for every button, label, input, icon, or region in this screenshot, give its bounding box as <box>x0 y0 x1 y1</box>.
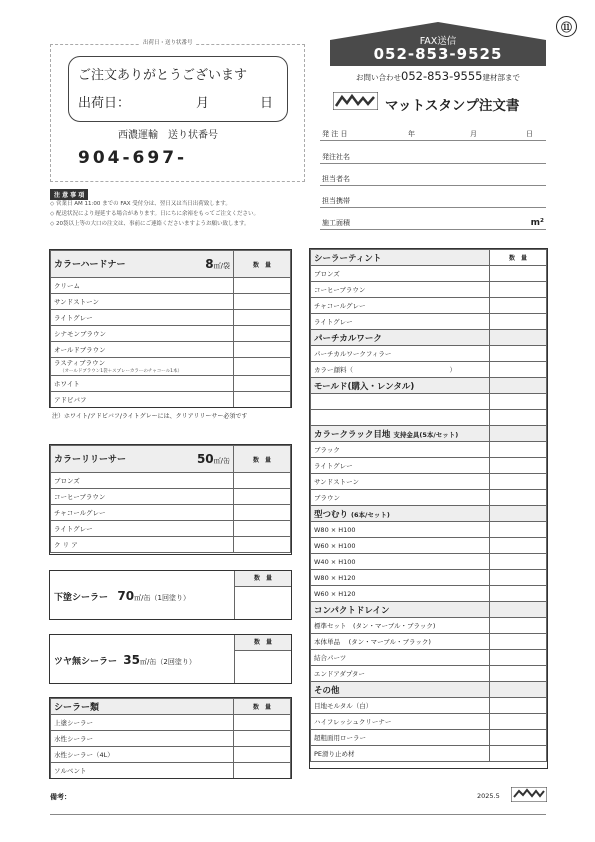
item-label: ソルベント <box>54 767 87 775</box>
company-label: 発注社名 <box>322 153 350 161</box>
item-label: クリーム <box>54 282 80 290</box>
category-name: カラークラック目地 <box>314 429 391 440</box>
releaser-frame <box>49 444 292 555</box>
slip-number: 904-697- <box>78 148 188 168</box>
matte-label <box>54 653 196 667</box>
area-label: 施工面積 <box>322 219 350 227</box>
item-label: 水性シーラー <box>54 735 93 743</box>
matte-unit: ㎡/缶 <box>140 658 157 666</box>
notes-heading: 注 意 事 項 <box>50 189 88 200</box>
category-sub: 支持金具(5本/セット) <box>393 430 459 439</box>
matte-coats: （2回塗り） <box>156 658 196 666</box>
matte-sealer-box <box>49 634 292 684</box>
item-label: チャコールグレー <box>54 509 106 517</box>
note-item: ◇ 20袋以上等の大口の注文は、事前にご連絡くださいますようお願い致します。 <box>50 221 250 227</box>
footer-logo <box>511 787 547 802</box>
person-label: 担当者名 <box>322 175 350 183</box>
inquiry-prefix: お問い合わせ <box>356 73 402 82</box>
remarks-line[interactable] <box>50 814 546 815</box>
order-day-label: 日 <box>526 130 533 138</box>
primer-price: 70 <box>117 589 135 603</box>
qty-header: 数 量 <box>234 251 291 278</box>
item-label: W60 × H120 <box>314 589 356 598</box>
item-label: PE滑り止め材 <box>314 750 355 758</box>
qty-header: 数 量 <box>490 250 547 266</box>
order-date-field[interactable] <box>320 128 546 141</box>
matte-price: 35 <box>123 653 140 667</box>
category-name: パーチカルワーク <box>314 333 382 344</box>
item-label: 上塗シーラー <box>54 719 93 727</box>
category-name: モールド(購入・レンタル) <box>314 381 415 392</box>
releaser-unit: ㎡/缶 <box>213 457 230 465</box>
fax-number: 052-853-9525 <box>373 45 503 63</box>
version-label: 2025.5 <box>477 792 500 800</box>
primer-unit: ㎡/缶 <box>134 594 151 602</box>
item-label: カラー顔料（ <box>314 366 353 374</box>
item-label: オールドブラウン <box>54 346 106 354</box>
item-label: W80 × H100 <box>314 525 356 534</box>
item-label: サンドストーン <box>314 478 359 486</box>
item-label: ライトグレー <box>54 314 93 322</box>
sealers-name: シーラー類 <box>51 699 234 715</box>
note-item: ◇ 営業日 AM 11:00 までの FAX 受付分は、翌日又は当日出荷致します。 <box>50 201 231 207</box>
mobile-field[interactable] <box>320 195 546 208</box>
item-label: パーチカルワークフィラー <box>314 350 392 358</box>
category-name: コンパクトドレイン <box>314 605 390 616</box>
releaser-name: カラーリリーサー <box>54 455 127 465</box>
primer-coats: （1回塗り） <box>150 594 190 602</box>
ship-day-label: 日 <box>260 96 274 111</box>
primer-sealer-box <box>49 570 292 620</box>
inquiry-suffix: 建材部まで <box>482 73 520 82</box>
matte-name: ツヤ無シーラー <box>54 657 118 667</box>
right-frame <box>309 248 548 769</box>
item-label: ラスティブラウン <box>54 359 106 367</box>
item-label: 目地モルタル（白） <box>314 702 373 710</box>
ship-date-label: 出荷日： <box>78 96 131 111</box>
item-label: ホワイト <box>54 380 80 388</box>
form-title: マットスタンプ注文書 <box>385 98 520 114</box>
item-label: チャコールグレー <box>314 302 366 310</box>
qty-header: 数 量 <box>234 635 291 651</box>
item-label: 本体単品 (タン・マーブル・ブラック) <box>314 638 431 646</box>
category-name: 型つむり <box>314 509 349 520</box>
remarks-label: 備考： <box>50 793 71 801</box>
item-label: 水性シーラー（4L） <box>54 751 114 759</box>
hardener-unit: ㎡/袋 <box>213 262 230 270</box>
page-number-badge: ⑪ <box>556 16 577 37</box>
ship-date-row <box>78 92 278 111</box>
item-label: W40 × H100 <box>314 557 356 566</box>
item-label: W80 × H120 <box>314 573 356 582</box>
category-name: シーラーティント <box>314 253 382 264</box>
item-label: ライトグレー <box>314 462 353 470</box>
item-label: シナモンブラウン <box>54 330 106 338</box>
ship-month-label: 月 <box>196 96 210 111</box>
hardener-price: 8 <box>205 257 214 271</box>
item-label: ブラウン <box>314 494 340 502</box>
order-month-label: 月 <box>470 130 477 138</box>
item-label: ライトグレー <box>314 318 353 326</box>
category-sub: (6本/セット) <box>351 510 390 519</box>
item-label: 超粗面用ローラー <box>314 734 366 742</box>
hardener-note: 注）ホワイト/アドビバフ/ライトグレーには、クリアリリーサー必須です <box>52 413 248 420</box>
releaser-price: 50 <box>196 452 214 466</box>
notes-list <box>50 199 259 229</box>
item-label: 標準セット (タン・マーブル・ブラック) <box>314 622 436 630</box>
item-label: ブロンズ <box>314 270 340 278</box>
company-logo <box>333 92 378 110</box>
primer-label <box>54 589 190 603</box>
category-name: その他 <box>314 685 340 696</box>
rusty-note: （オールドブラウン1袋＋スプレーカラーのチャコール1本） <box>60 368 183 374</box>
item-label: ハイフレッシュクリーナー <box>314 718 392 726</box>
order-year-label: 年 <box>408 130 415 138</box>
matte-qty-cell[interactable] <box>234 651 291 683</box>
carrier-label: 西濃運輸 送り状番号 <box>118 130 218 141</box>
hardener-name: カラーハードナー <box>54 260 126 270</box>
person-field[interactable] <box>320 173 546 186</box>
inquiry-line <box>332 69 544 83</box>
company-field[interactable] <box>320 151 546 164</box>
primer-name: 下塗シーラー <box>54 593 109 603</box>
item-label: エンドアダプター <box>314 670 365 678</box>
area-field[interactable] <box>320 217 546 230</box>
hardener-frame <box>49 249 292 408</box>
order-date-label: 発 注 日 <box>322 130 348 138</box>
item-label: コーヒーブラウン <box>54 493 106 501</box>
item-label: コーヒーブラウン <box>314 286 366 294</box>
area-unit: m² <box>530 218 544 228</box>
mobile-label: 担当携帯 <box>322 197 350 205</box>
close-paren: ） <box>449 366 456 374</box>
shipping-box-label: 出荷日・送り状番号 <box>140 38 196 46</box>
note-item: ◇ 配送状況により遅延する場合があります。日にちに余裕をもってご注文ください。 <box>50 211 260 217</box>
item-label: 結合パーツ <box>314 654 347 662</box>
item-label: ブラック <box>314 446 340 454</box>
qty-header: 数 量 <box>234 699 291 715</box>
item-label: ブロンズ <box>54 477 80 485</box>
item-label: アドビバフ <box>54 396 87 404</box>
item-label: ク リ ア <box>54 541 78 549</box>
item-label: W60 × H100 <box>314 541 356 550</box>
sealers-frame <box>49 697 292 779</box>
item-label: ライトグレー <box>54 525 93 533</box>
primer-qty-cell[interactable] <box>234 587 291 619</box>
qty-header: 数 量 <box>234 571 291 587</box>
item-label: サンドストーン <box>54 298 99 306</box>
fax-label: FAX送信 <box>419 36 457 47</box>
inquiry-number: 052-853-9555 <box>401 69 483 83</box>
thanks-message: ご注文ありがとうございます <box>78 68 248 83</box>
qty-header: 数 量 <box>234 446 291 473</box>
